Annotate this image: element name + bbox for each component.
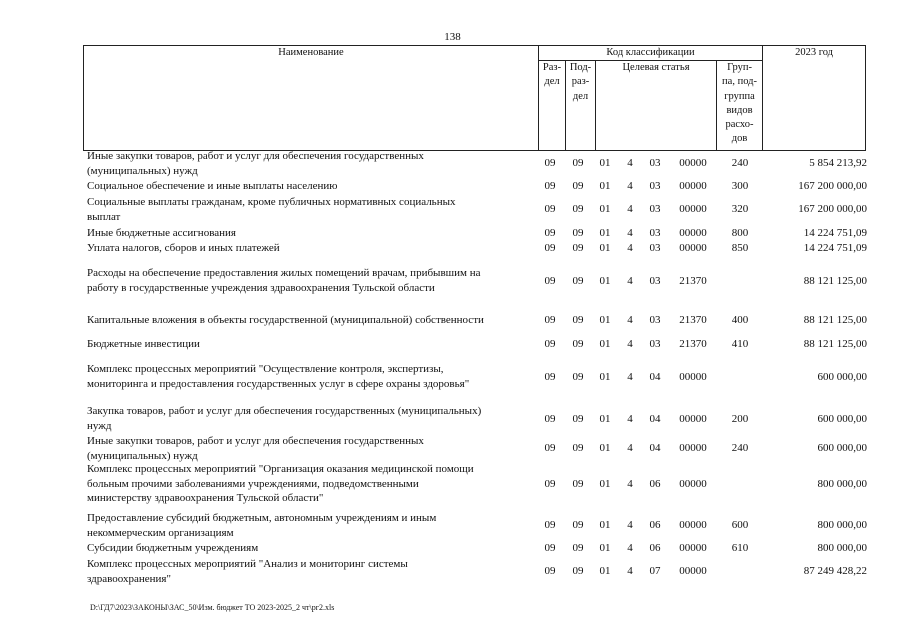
cell-e: 21370 — [679, 314, 707, 326]
cell-g: 410 — [731, 338, 749, 350]
cell-v: 87 249 428,22 — [803, 565, 867, 577]
cell-v: 14 224 751,09 — [803, 227, 867, 239]
cell-r: 09 — [544, 227, 556, 239]
header-year: 2023 год — [763, 46, 866, 151]
row-name — [87, 195, 533, 224]
cell-a: 01 — [599, 519, 611, 531]
cell-p: 09 — [572, 478, 584, 490]
cell-b: 4 — [627, 314, 633, 326]
row-name — [87, 149, 533, 178]
row-name — [87, 557, 533, 586]
cell-g: 850 — [731, 242, 749, 254]
row-name-line: (муниципальных) нужд — [87, 164, 198, 177]
cell-d: 03 — [649, 242, 661, 254]
row-name — [87, 362, 533, 391]
table-header — [83, 45, 866, 151]
cell-r: 09 — [544, 157, 556, 169]
cell-v: 800 000,00 — [817, 478, 867, 490]
cell-d: 07 — [649, 565, 661, 577]
row-name-line: (муниципальных) нужд — [87, 449, 198, 462]
cell-d: 04 — [649, 413, 661, 425]
row-name — [87, 337, 533, 352]
cell-g: 610 — [731, 542, 749, 554]
cell-d: 06 — [649, 542, 661, 554]
cell-e: 00000 — [679, 413, 707, 425]
cell-e: 00000 — [679, 227, 707, 239]
row-name-line: Социальные выплаты гражданам, кроме публичных нормативных социальных — [87, 196, 456, 208]
row-name-line: работу в государственные учреждения здравоохранения Тульской области — [87, 281, 435, 294]
cell-d: 04 — [649, 371, 661, 383]
cell-p: 09 — [572, 519, 584, 531]
cell-a: 01 — [599, 565, 611, 577]
cell-p: 09 — [572, 338, 584, 350]
cell-v: 600 000,00 — [817, 442, 867, 454]
cell-g: 240 — [731, 157, 749, 169]
cell-d: 03 — [649, 180, 661, 192]
header-celevaya: Целевая статья — [596, 61, 717, 151]
cell-b: 4 — [627, 242, 633, 254]
row-name-line: Иные бюджетные ассигнования — [87, 227, 236, 239]
cell-d: 03 — [649, 338, 661, 350]
row-name — [87, 266, 533, 295]
cell-e: 00000 — [679, 565, 707, 577]
cell-p: 09 — [572, 371, 584, 383]
row-name — [87, 462, 533, 506]
cell-b: 4 — [627, 371, 633, 383]
cell-r: 09 — [544, 442, 556, 454]
cell-p: 09 — [572, 203, 584, 215]
row-name-line: Капитальные вложения в объекты государственной (муниципальной) собственности — [87, 314, 484, 326]
cell-b: 4 — [627, 478, 633, 490]
cell-a: 01 — [599, 478, 611, 490]
cell-e: 00000 — [679, 371, 707, 383]
cell-a: 01 — [599, 413, 611, 425]
cell-p: 09 — [572, 227, 584, 239]
cell-b: 4 — [627, 180, 633, 192]
row-name-line: некоммерческим организациям — [87, 526, 234, 539]
row-name-line: мониторинга и предоставления государственных услуг в сфере охраны здоровья" — [87, 377, 470, 390]
cell-b: 4 — [627, 413, 633, 425]
row-name-line: Субсидии бюджетным учреждениям — [87, 542, 259, 554]
cell-g: 400 — [731, 314, 749, 326]
row-name-line: выплат — [87, 210, 121, 223]
cell-g: 240 — [731, 442, 749, 454]
row-name-line: Иные закупки товаров, работ и услуг для обеспечения государственных — [87, 435, 424, 447]
cell-v: 167 200 000,00 — [798, 180, 867, 192]
cell-p: 09 — [572, 275, 584, 287]
cell-r: 09 — [544, 275, 556, 287]
cell-v: 88 121 125,00 — [803, 275, 867, 287]
cell-e: 00000 — [679, 542, 707, 554]
cell-p: 09 — [572, 413, 584, 425]
cell-a: 01 — [599, 371, 611, 383]
row-name-line: больным прочими заболеваниями учреждениями, подведомственными — [87, 477, 419, 490]
row-name-line: Предоставление субсидий бюджетным, автономным учреждениям и иным — [87, 512, 437, 524]
row-name — [87, 179, 533, 194]
row-name — [87, 241, 533, 256]
row-name — [87, 511, 533, 540]
row-name — [87, 404, 533, 433]
cell-p: 09 — [572, 157, 584, 169]
cell-d: 06 — [649, 478, 661, 490]
cell-p: 09 — [572, 442, 584, 454]
cell-p: 09 — [572, 242, 584, 254]
row-name-line: министерству здравоохранения Тульской области" — [87, 492, 324, 504]
row-name — [87, 226, 533, 241]
cell-r: 09 — [544, 519, 556, 531]
header-name: Наименование — [84, 46, 539, 151]
cell-v: 5 854 213,92 — [809, 157, 867, 169]
header-code: Код классификации — [539, 46, 763, 61]
cell-r: 09 — [544, 314, 556, 326]
cell-v: 167 200 000,00 — [798, 203, 867, 215]
row-name-line: Комплекс процессных мероприятий "Осуществление контроля, экспертизы, — [87, 363, 444, 375]
cell-a: 01 — [599, 338, 611, 350]
row-name-line: Социальное обеспечение и иные выплаты населению — [87, 180, 338, 192]
header-gruppa: Груп- па, под- группа видов расхо- дов — [717, 61, 763, 151]
cell-a: 01 — [599, 180, 611, 192]
page-number: 138 — [444, 31, 461, 43]
cell-v: 800 000,00 — [817, 542, 867, 554]
row-name — [87, 313, 533, 328]
cell-d: 04 — [649, 442, 661, 454]
cell-e: 00000 — [679, 157, 707, 169]
cell-v: 14 224 751,09 — [803, 242, 867, 254]
cell-g: 800 — [731, 227, 749, 239]
cell-g: 200 — [731, 413, 749, 425]
cell-b: 4 — [627, 542, 633, 554]
row-name-line: Расходы на обеспечение предоставления жилых помещений врачам, прибывшим на — [87, 267, 481, 279]
cell-d: 03 — [649, 157, 661, 169]
row-name-line: Иные закупки товаров, работ и услуг для обеспечения государственных — [87, 150, 424, 162]
cell-b: 4 — [627, 338, 633, 350]
cell-b: 4 — [627, 227, 633, 239]
cell-a: 01 — [599, 314, 611, 326]
row-name-line: Закупка товаров, работ и услуг для обеспечения государственных (муниципальных) — [87, 405, 482, 417]
row-name — [87, 434, 533, 463]
cell-r: 09 — [544, 478, 556, 490]
cell-e: 21370 — [679, 275, 707, 287]
cell-p: 09 — [572, 542, 584, 554]
cell-d: 03 — [649, 314, 661, 326]
cell-e: 21370 — [679, 338, 707, 350]
cell-a: 01 — [599, 157, 611, 169]
cell-r: 09 — [544, 242, 556, 254]
cell-a: 01 — [599, 542, 611, 554]
cell-g: 320 — [731, 203, 749, 215]
cell-a: 01 — [599, 442, 611, 454]
cell-v: 88 121 125,00 — [803, 338, 867, 350]
cell-p: 09 — [572, 180, 584, 192]
cell-r: 09 — [544, 413, 556, 425]
cell-e: 00000 — [679, 442, 707, 454]
cell-b: 4 — [627, 203, 633, 215]
row-name-line: Бюджетные инвестиции — [87, 338, 200, 350]
cell-p: 09 — [572, 314, 584, 326]
cell-a: 01 — [599, 203, 611, 215]
cell-r: 09 — [544, 203, 556, 215]
header-razdel: Раз- дел — [539, 61, 566, 151]
cell-r: 09 — [544, 371, 556, 383]
cell-e: 00000 — [679, 180, 707, 192]
cell-g: 300 — [731, 180, 749, 192]
cell-b: 4 — [627, 275, 633, 287]
cell-r: 09 — [544, 565, 556, 577]
cell-g: 600 — [731, 519, 749, 531]
row-name-line: здравоохранения" — [87, 572, 171, 585]
cell-v: 800 000,00 — [817, 519, 867, 531]
cell-a: 01 — [599, 242, 611, 254]
cell-b: 4 — [627, 442, 633, 454]
row-name-line: нужд — [87, 419, 112, 432]
row-name-line: Комплекс процессных мероприятий "Анализ и мониторинг системы — [87, 558, 408, 570]
row-name-line: Комплекс процессных мероприятий "Организация оказания медицинской помощи — [87, 463, 474, 475]
cell-d: 06 — [649, 519, 661, 531]
cell-b: 4 — [627, 157, 633, 169]
cell-d: 03 — [649, 275, 661, 287]
row-name — [87, 541, 533, 556]
cell-b: 4 — [627, 519, 633, 531]
cell-b: 4 — [627, 565, 633, 577]
cell-r: 09 — [544, 338, 556, 350]
cell-v: 88 121 125,00 — [803, 314, 867, 326]
cell-v: 600 000,00 — [817, 371, 867, 383]
cell-r: 09 — [544, 180, 556, 192]
cell-e: 00000 — [679, 478, 707, 490]
cell-a: 01 — [599, 227, 611, 239]
header-podrazdel: Под- раз- дел — [566, 61, 596, 151]
cell-a: 01 — [599, 275, 611, 287]
cell-d: 03 — [649, 203, 661, 215]
cell-v: 600 000,00 — [817, 413, 867, 425]
cell-p: 09 — [572, 565, 584, 577]
row-name-line: Уплата налогов, сборов и иных платежей — [87, 242, 280, 254]
cell-d: 03 — [649, 227, 661, 239]
cell-e: 00000 — [679, 242, 707, 254]
file-path-footer: D:\ГД7\2023\ЗАКОНЫ\ЗАС_50\Изм. бюджет ТО 2023-2025_2 чт\рг2.xls — [90, 603, 335, 612]
cell-r: 09 — [544, 542, 556, 554]
cell-e: 00000 — [679, 519, 707, 531]
cell-e: 00000 — [679, 203, 707, 215]
